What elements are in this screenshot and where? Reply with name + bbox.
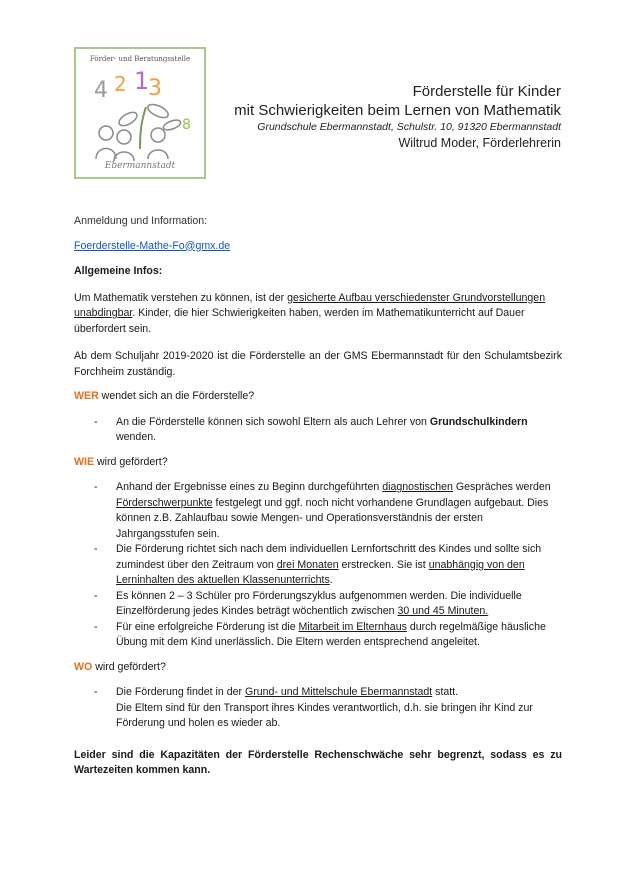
text-span: Die Förderung findet in der <box>116 686 245 698</box>
underlined-text: unabhängig von den Lerninhalten des aktuellen Klassenunterrichts <box>116 558 525 586</box>
list-item <box>116 685 562 732</box>
list-item <box>116 480 562 542</box>
logo-digit: 1 <box>134 67 150 95</box>
underlined-text: Grund- und Mittelschule Ebermannstadt <box>244 686 433 698</box>
wer-heading <box>74 389 562 405</box>
underlined-text: gesicherte Aufbau verschiedenster Grundvorstellungen unabdingbar <box>74 291 546 319</box>
logo-digit: 8 <box>182 117 191 133</box>
underlined-text: Förderschwerpunkte <box>116 496 213 509</box>
closing-note: Leider sind die Kapazitäten der Förderstelle Rechenschwäche sehr begrenzt, sodass es zu Wartezeiten kommen kann. <box>74 748 562 776</box>
text-span: Die Förderung richtet sich nach dem individuellen Lernfortschritt des Kindes und sollte sich zumindest über den Zeitraum von <box>116 543 542 571</box>
logo-illustration <box>76 49 204 177</box>
text-span: wird gefördert? <box>92 660 166 673</box>
list-item <box>116 589 562 620</box>
list-item <box>116 542 562 589</box>
text-span: wendet sich an die Förderstelle? <box>98 390 255 402</box>
logo-digit: 3 <box>148 76 162 101</box>
wo-list <box>74 685 562 732</box>
header-subtitle: mit Schwierigkeiten beim Lernen von Mathematik <box>234 102 561 119</box>
bold-text: Grundschulkindern <box>429 415 528 428</box>
list-item <box>116 415 562 446</box>
text-span: Es können 2 – 3 Schüler pro Förderungszyklus aufgenommen werden. Die individuelle Einzelförderung jedes Kindes beträgt wöchentlich zwischen <box>116 589 522 617</box>
wer-list <box>74 415 562 446</box>
underlined-text: diagnostischen <box>382 481 453 493</box>
header-title: Förderstelle für Kinder <box>412 83 561 100</box>
underlined-text: 30 und 45 Minuten. <box>397 605 489 617</box>
text-span: An die Förderstelle können sich sowohl Eltern als auch Lehrer von <box>116 415 430 428</box>
text-span: statt. <box>432 686 459 698</box>
underlined-text: drei Monaten <box>276 558 339 571</box>
text-span: Die Eltern sind für den Transport ihres Kindes verantwortlich, d.h. sie bringen ihr Kind zur Förderung und holen es wieder ab. <box>116 701 533 729</box>
logo <box>74 47 206 179</box>
logo-digit: 4 <box>94 78 108 103</box>
contact-email-line <box>74 239 562 255</box>
text-span: Gespräches werden <box>452 481 551 493</box>
logo-digit: 2 <box>114 72 127 96</box>
wie-heading <box>74 455 562 471</box>
logo-bottom-text: Ebermannstadt <box>104 161 176 171</box>
keyword-wie: WIE <box>74 455 95 468</box>
document-body <box>74 214 562 779</box>
text-span: . Kinder, die hier Schwierigkeiten haben, werden im Mathematikunterricht auf Dauer überfordert sein. <box>74 307 525 335</box>
keyword-wer: WER <box>74 390 99 402</box>
letterhead <box>234 82 561 152</box>
general-paragraph-1 <box>74 291 562 338</box>
text-span: . <box>329 574 333 586</box>
text-span: wenden. <box>116 431 157 443</box>
underlined-text: Mitarbeit im Elternhaus <box>298 620 407 633</box>
text-span: erstrecken. Sie ist <box>338 558 429 571</box>
email-link[interactable]: Foerderstelle-Mathe-Fo@gmx.de <box>74 239 231 252</box>
header-address: Grundschule Ebermannstadt, Schulstr. 10, 91320 Ebermannstadt <box>257 121 561 133</box>
text-span: durch regelmäßige häusliche Übung mit dem Kind unerlässlich. Die Eltern werden entsprechend angeleitet. <box>116 620 546 648</box>
logo-top-text: Förder- und Beratungsstelle <box>89 55 191 63</box>
contact-label: Anmeldung und Information: <box>74 215 208 227</box>
general-paragraph-2: Ab dem Schuljahr 2019-2020 ist die Förderstelle an der GMS Ebermannstadt für den Schulamtsbezirk Forchheim zuständig. <box>74 350 562 378</box>
header-contact-person: Wiltrud Moder, Förderlehrerin <box>398 136 561 150</box>
text-span: festgelegt und ggf. noch nicht vorhandene Grundlagen aufgebaut. Dies können z.B. Zahlaufbau sowie Mengen- und Operationsverständnis der ersten Jahrgangsstufen sein. <box>116 496 549 540</box>
text-span: Anhand der Ergebnisse eines zu Beginn durchgeführten <box>116 481 383 493</box>
text-span: wird gefördert? <box>94 455 168 468</box>
keyword-wo: WO <box>74 660 93 673</box>
text-span: Um Mathematik verstehen zu können, ist der <box>74 291 288 304</box>
wo-heading <box>74 660 562 676</box>
list-item <box>116 620 562 651</box>
general-heading: Allgemeine Infos: <box>74 265 163 277</box>
wie-list <box>74 480 562 651</box>
text-span: Für eine erfolgreiche Förderung ist die <box>116 620 299 633</box>
